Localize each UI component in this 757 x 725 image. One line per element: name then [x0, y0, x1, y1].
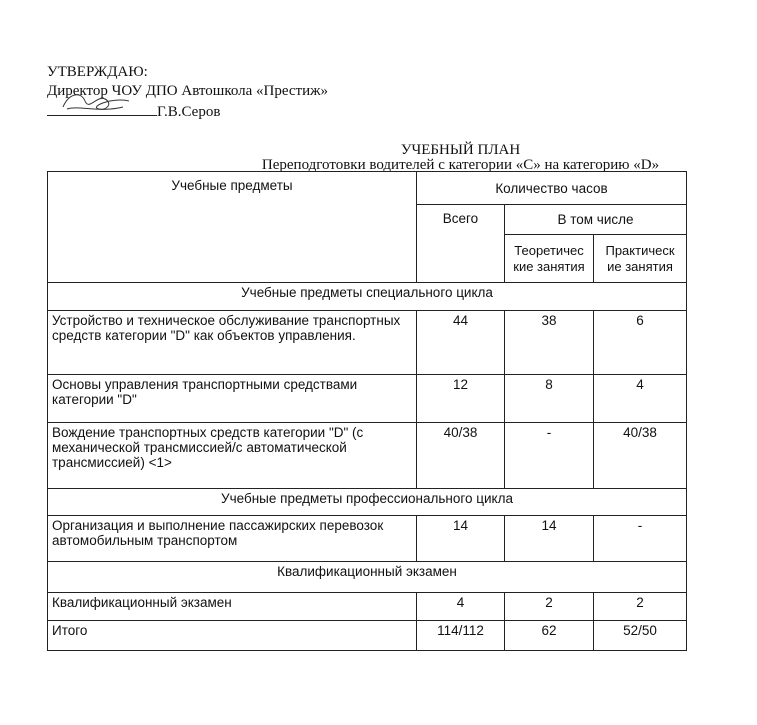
subject-name: Основы управления транспортными средствами категории "D": [48, 375, 417, 423]
header-practice: Практическ ие занятия: [594, 235, 687, 283]
signature-scribble: [59, 89, 139, 115]
hours-total: 14: [417, 516, 505, 562]
header-hours: Количество часов: [417, 172, 687, 205]
hours-total: 12: [417, 375, 505, 423]
header-including: В том числе: [505, 205, 687, 235]
hours-theory: 38: [505, 311, 594, 375]
table-row: [48, 516, 687, 562]
hours-practice: 6: [594, 311, 687, 375]
subject-name: Квалификационный экзамен: [48, 593, 417, 621]
header-theory: Теоретичес кие занятия: [505, 235, 594, 283]
hours-practice: 2: [594, 593, 687, 621]
total-label: Итого: [48, 621, 417, 651]
plan-subtitle: Переподготовки водителей с категории «С» на категорию «D»: [261, 157, 660, 173]
hours-practice: -: [594, 516, 687, 562]
signature-underline: [47, 101, 157, 116]
section-title: Квалификационный экзамен: [48, 562, 687, 593]
header-total: Всего: [417, 205, 505, 283]
total-practice: 52/50: [594, 621, 687, 651]
total-row: [48, 621, 687, 651]
total-theory: 62: [505, 621, 594, 651]
table-row: [48, 375, 687, 423]
table-row: [48, 311, 687, 375]
hours-theory: 2: [505, 593, 594, 621]
subject-name: Вождение транспортных средств категории "D" (с механической трансмиссией/с автоматической трансмиссией) <1>: [48, 423, 417, 489]
hours-theory: 14: [505, 516, 594, 562]
subject-name: Устройство и техническое обслуживание транспортных средств категории "D" как объектов управления.: [48, 311, 417, 375]
signatory-name: Г.В.Серов: [157, 104, 221, 120]
approval-block: [47, 63, 328, 122]
header-subjects: Учебные предметы: [48, 172, 417, 283]
director-title: Директор ЧОУ ДПО Автошкола «Престиж»: [47, 83, 329, 99]
hours-theory: -: [505, 423, 594, 489]
subject-name: Организация и выполнение пассажирских перевозок автомобильным транспортом: [48, 516, 417, 562]
total-hours: 114/112: [417, 621, 505, 651]
hours-practice: 40/38: [594, 423, 687, 489]
section-title: Учебные предметы специального цикла: [48, 283, 687, 311]
table-row: [48, 423, 687, 489]
signature-line: [47, 101, 328, 122]
hours-practice: 4: [594, 375, 687, 423]
table-row: [48, 593, 687, 621]
hours-total: 44: [417, 311, 505, 375]
approval-heading: УТВЕРЖДАЮ:: [47, 64, 148, 80]
curriculum-table: [47, 171, 687, 651]
hours-theory: 8: [505, 375, 594, 423]
section-title: Учебные предметы профессионального цикла: [48, 489, 687, 516]
hours-total: 4: [417, 593, 505, 621]
hours-total: 40/38: [417, 423, 505, 489]
plan-title: УЧЕБНЫЙ ПЛАН: [400, 142, 521, 158]
